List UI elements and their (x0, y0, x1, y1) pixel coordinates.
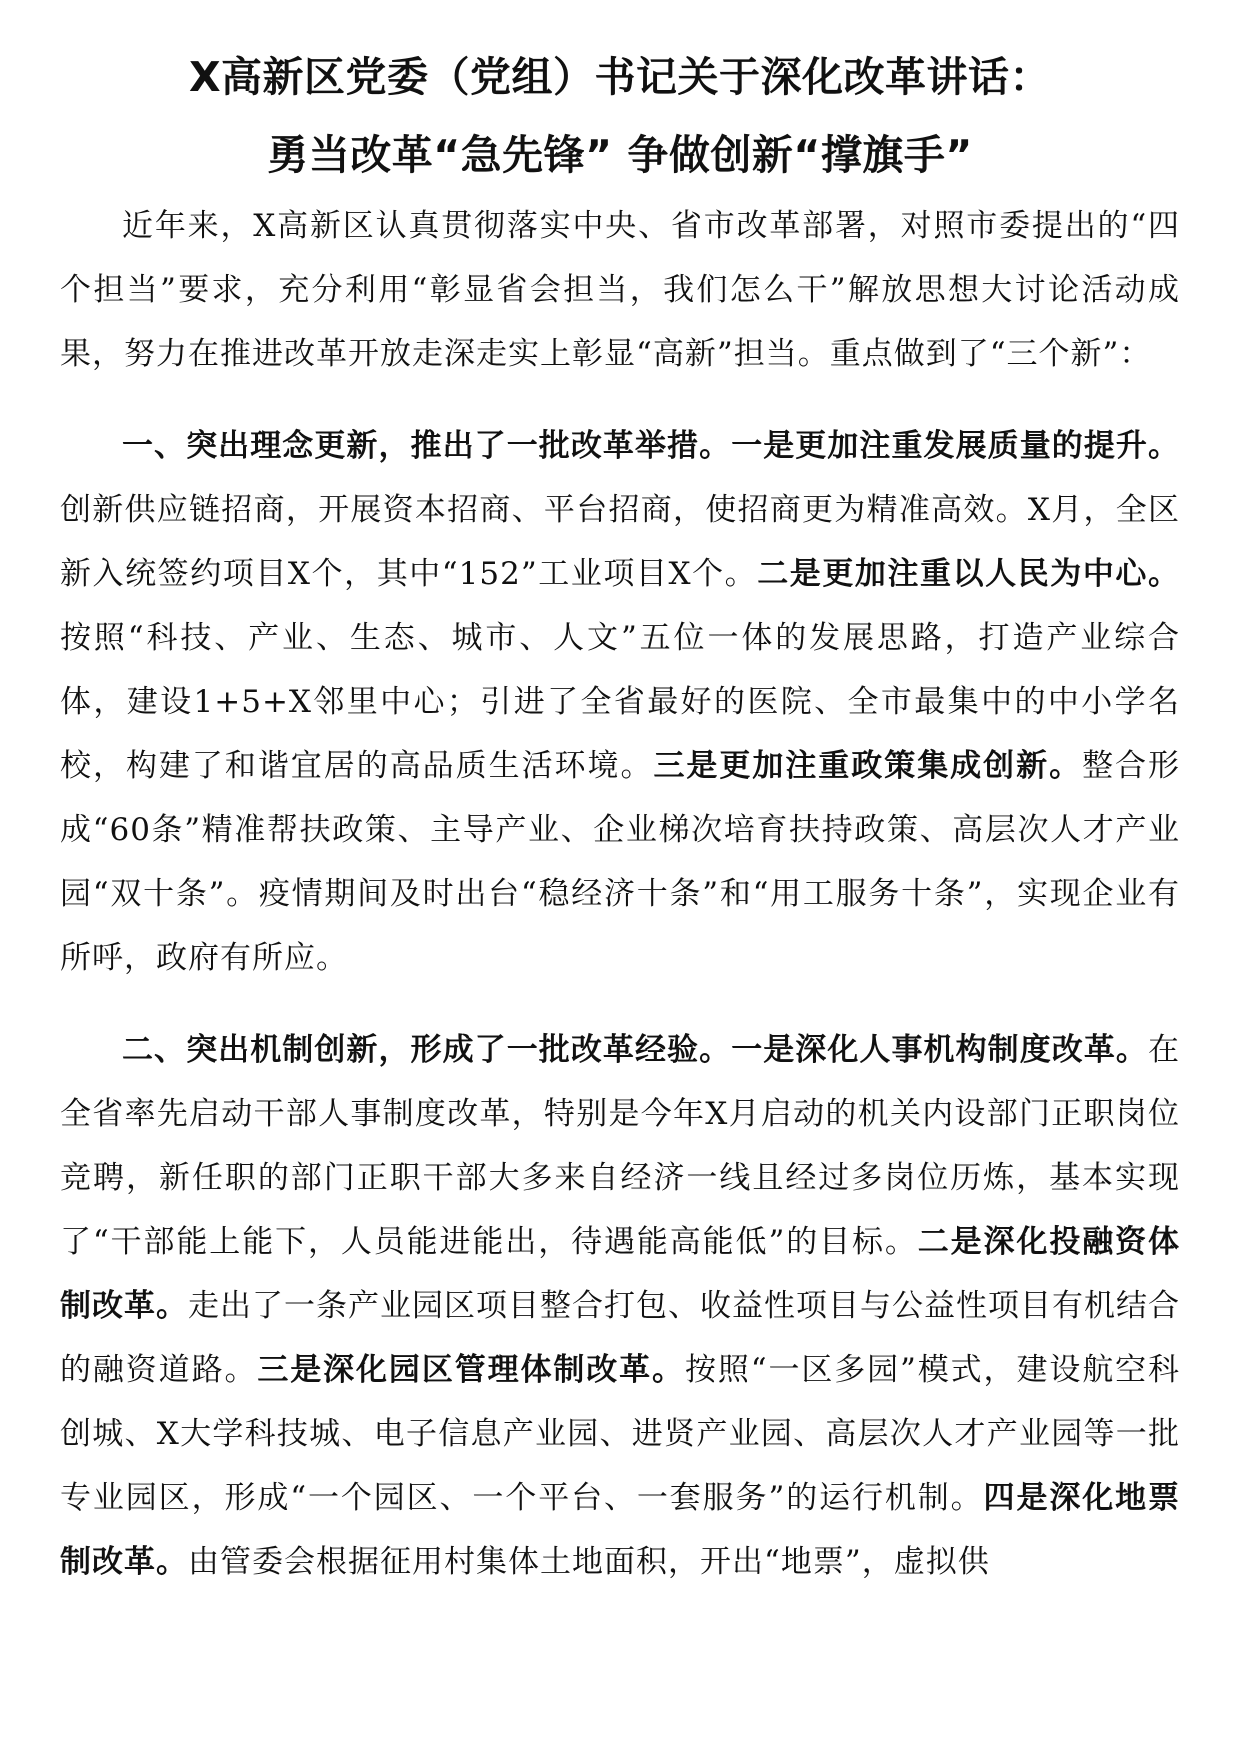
document-title (60, 38, 1180, 194)
section-2-point-3-title: 三是深化园区管理体制改革。 (257, 1352, 685, 1388)
section-1-point-1-text: 创新供应链招商，开展资本招商、平台招商，使招商更为精准高效。X月，全区新入统签约项目X个，其中“152”工业项目X个。 (60, 492, 1180, 592)
section-2-paragraph (60, 1018, 1180, 1594)
section-1-point-1-title: 一是更加注重发展质量的提升。 (731, 428, 1180, 464)
section-1-paragraph (60, 414, 1180, 990)
section-2-heading: 二、突出机制创新，形成了一批改革经验。 (122, 1032, 732, 1068)
title-line-1: X高新区党委（党组）书记关于深化改革讲话： (188, 53, 1052, 101)
document-page (60, 38, 1180, 1594)
section-2-point-2-title: 二是深化投融资体制改革。 (60, 1224, 1181, 1324)
section-2-point-4-title: 四是深化地票制改革。 (60, 1480, 1181, 1580)
title-line-2: 勇当改革“急先锋” 争做创新“撑旗手” (267, 131, 973, 179)
section-1-point-2-title: 二是更加注重以人民为中心。 (757, 556, 1180, 592)
intro-paragraph: 近年来，X高新区认真贯彻落实中央、省市改革部署，对照市委提出的“四个担当”要求，充分利用“彰显省会担当，我们怎么干”解放思想大讨论活动成果，努力在推进改革开放走深走实上彰显“高新”担当。重点做到了“三个新”： (60, 208, 1180, 372)
section-2-point-1-text: 在全省率先启动干部人事制度改革，特别是今年X月启动的机关内设部门正职岗位竞聘，新任职的部门正职干部大多来自经济一线且经过多岗位历炼，基本实现了“干部能上能下，人员能进能出，待遇能高能低”的目标。 (60, 1032, 1180, 1260)
section-2-point-2-text: 走出了一条产业园区项目整合打包、收益性项目与公益性项目有机结合的融资道路。 (60, 1288, 1180, 1388)
section-1-point-2-text: 按照“科技、产业、生态、城市、人文”五位一体的发展思路，打造产业综合体，建设1+5+X邻里中心；引进了全省最好的医院、全市最集中的中小学名校，构建了和谐宜居的高品质生活环境。 (60, 620, 1180, 784)
section-1-point-3-text: 整合形成“60条”精准帮扶政策、主导产业、企业梯次培育扶持政策、高层次人才产业园“双十条”。疫情期间及时出台“稳经济十条”和“用工服务十条”，实现企业有所呼，政府有所应。 (60, 748, 1181, 976)
section-2-point-3-text: 按照“一区多园”模式，建设航空科创城、X大学科技城、电子信息产业园、进贤产业园、高层次人才产业园等一批专业园区，形成“一个园区、一个平台、一套服务”的运行机制。 (60, 1352, 1181, 1516)
section-1-point-3-title: 三是更加注重政策集成创新。 (653, 748, 1083, 784)
section-1-heading: 一、突出理念更新，推出了一批改革举措。 (122, 428, 732, 464)
section-2-point-4-text: 由管委会根据征用村集体土地面积，开出“地票”，虚拟供 (188, 1544, 990, 1580)
section-2-point-1-title: 一是深化人事机构制度改革。 (731, 1032, 1148, 1068)
